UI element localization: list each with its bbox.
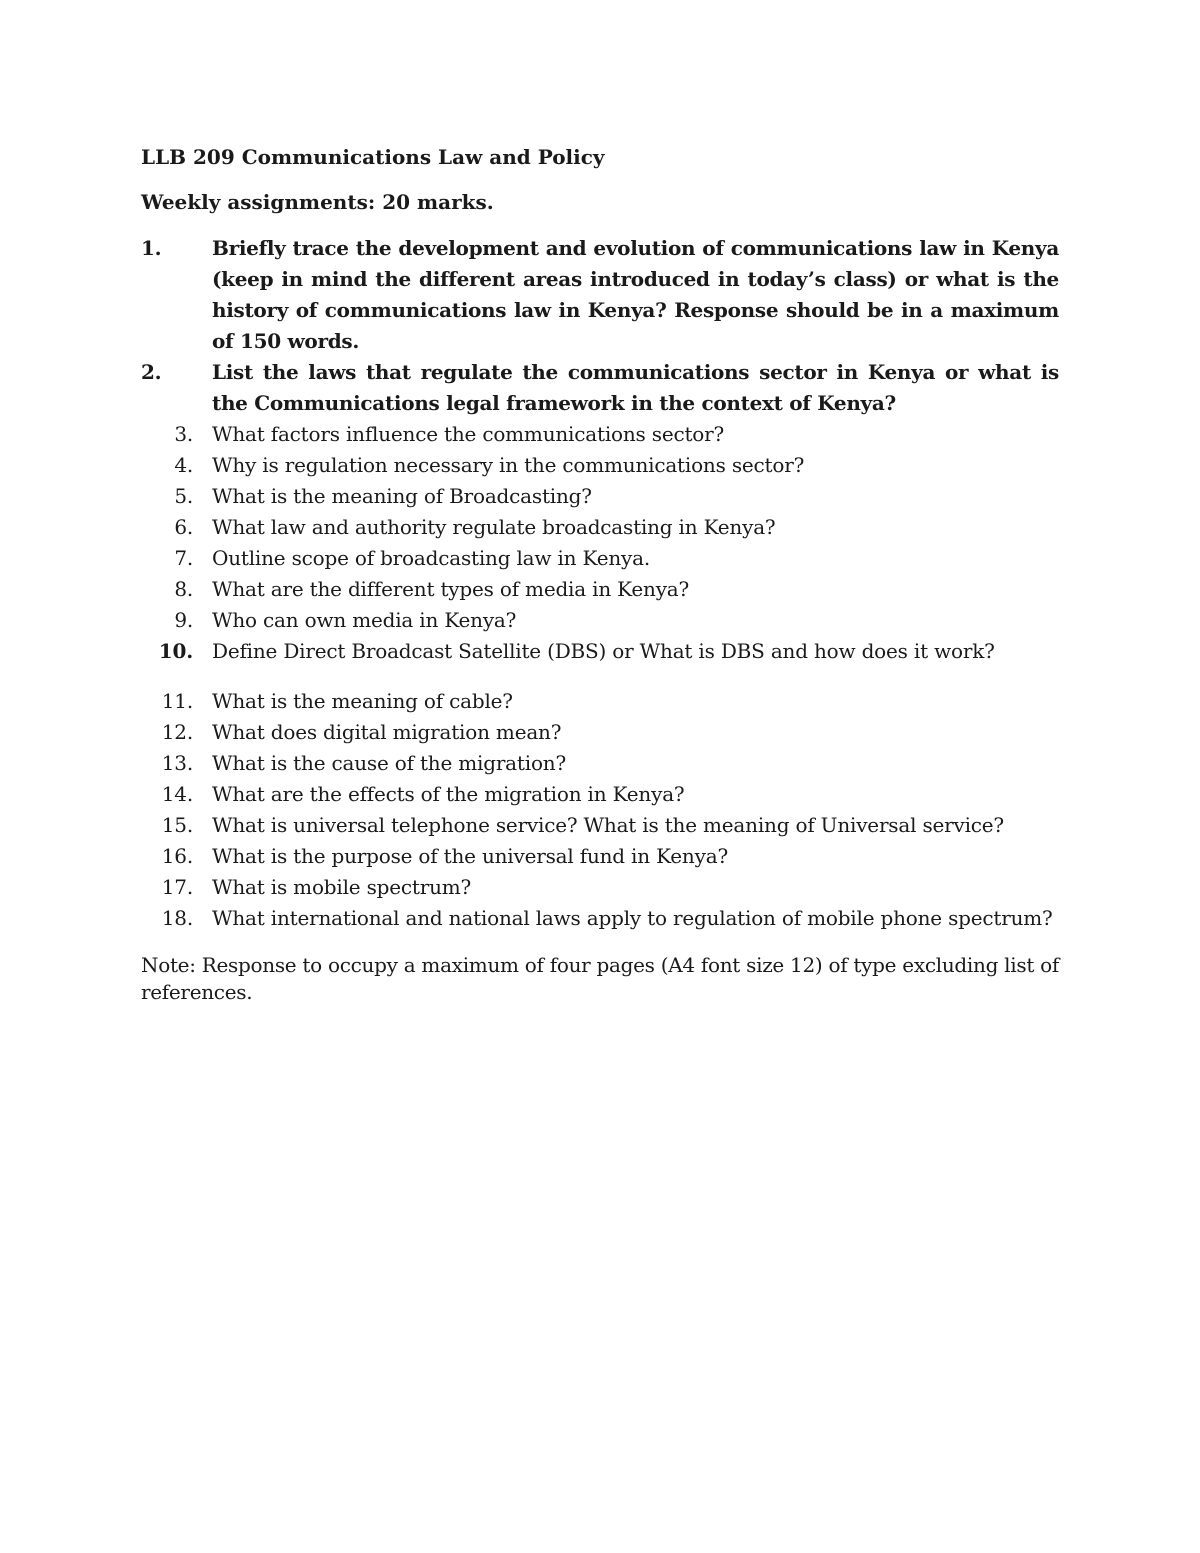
question-item xyxy=(141,605,1059,636)
question-number: 10. xyxy=(158,639,193,663)
question-text: What are the different types of media in Kenya? xyxy=(212,577,690,601)
weekly-assignments-line: Weekly assignments: 20 marks. xyxy=(141,190,494,214)
question-text: What is the meaning of cable? xyxy=(212,689,513,713)
question-number: 5. xyxy=(174,484,193,508)
question-text: What is the meaning of Broadcasting? xyxy=(212,484,592,508)
question-text: What are the effects of the migration in Kenya? xyxy=(212,782,685,806)
question-item xyxy=(141,872,1059,903)
question-item xyxy=(141,779,1059,810)
question-text: What does digital migration mean? xyxy=(212,720,562,744)
question-number: 14. xyxy=(161,782,193,806)
question-item xyxy=(141,543,1059,574)
question-number: 1. xyxy=(141,236,162,260)
question-text: What is universal telephone service? What is the meaning of Universal service? xyxy=(212,813,1004,837)
question-item xyxy=(141,841,1059,872)
question-text: Who can own media in Kenya? xyxy=(212,608,517,632)
note-paragraph: Note: Response to occupy a maximum of four pages (A4 font size 12) of type excluding list of references. xyxy=(141,953,1059,1004)
question-number: 13. xyxy=(161,751,193,775)
question-text: What is the purpose of the universal fund in Kenya? xyxy=(212,844,728,868)
question-number: 16. xyxy=(161,844,193,868)
question-item xyxy=(141,810,1059,841)
question-item xyxy=(141,717,1059,748)
question-number: 4. xyxy=(174,453,193,477)
question-number: 2. xyxy=(141,360,162,384)
question-list xyxy=(141,233,1059,934)
question-item xyxy=(141,357,1059,419)
question-number: 11. xyxy=(161,689,193,713)
question-text: What is the cause of the migration? xyxy=(212,751,566,775)
course-title: LLB 209 Communications Law and Policy xyxy=(141,145,605,169)
question-number: 18. xyxy=(161,906,193,930)
question-text: What international and national laws apply to regulation of mobile phone spectrum? xyxy=(212,906,1053,930)
question-number: 8. xyxy=(174,577,193,601)
question-text: What is mobile spectrum? xyxy=(212,875,472,899)
question-item xyxy=(141,748,1059,779)
question-number: 12. xyxy=(161,720,193,744)
question-number: 3. xyxy=(174,422,193,446)
question-item xyxy=(141,903,1059,934)
question-number: 15. xyxy=(161,813,193,837)
question-text: What law and authority regulate broadcasting in Kenya? xyxy=(212,515,776,539)
question-item xyxy=(141,686,1059,717)
question-text: List the laws that regulate the communications sector in Kenya or what is the Communications legal framework in the context of Kenya? xyxy=(212,360,1059,415)
question-item xyxy=(141,450,1059,481)
question-item xyxy=(141,419,1059,450)
question-text: What factors influence the communications sector? xyxy=(212,422,725,446)
question-item xyxy=(141,481,1059,512)
question-number: 6. xyxy=(174,515,193,539)
question-item xyxy=(141,512,1059,543)
question-text: Why is regulation necessary in the communications sector? xyxy=(212,453,805,477)
question-number: 9. xyxy=(174,608,193,632)
question-item xyxy=(141,636,1059,667)
question-text: Define Direct Broadcast Satellite (DBS) or What is DBS and how does it work? xyxy=(212,639,995,663)
question-text: Outline scope of broadcasting law in Kenya. xyxy=(212,546,651,570)
question-text: Briefly trace the development and evolution of communications law in Kenya (keep in mind the different areas introduced in today’s class) or what is the history of communications law in Kenya? Response should be in a maximum of 150 words. xyxy=(212,236,1059,353)
question-item xyxy=(141,233,1059,357)
question-item xyxy=(141,574,1059,605)
question-number: 7. xyxy=(174,546,193,570)
question-number: 17. xyxy=(161,875,193,899)
